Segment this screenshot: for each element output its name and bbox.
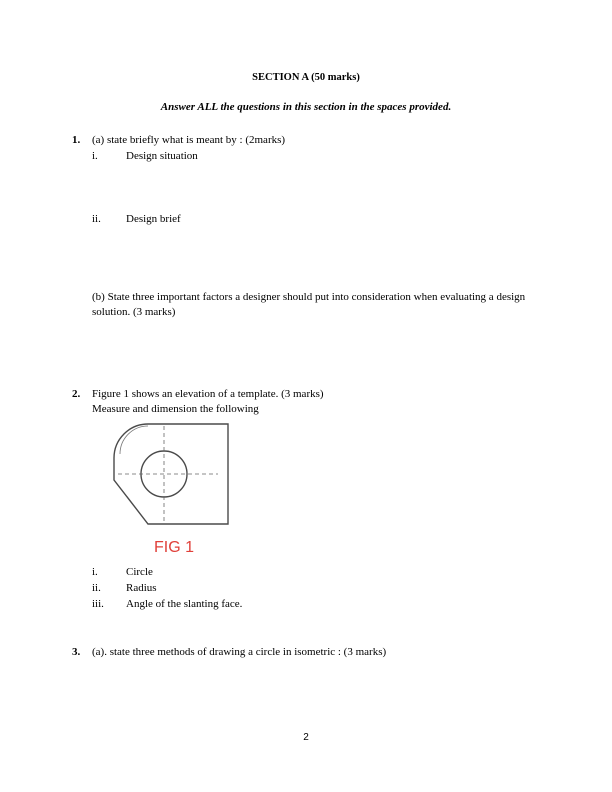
- question-2-line-1: Figure 1 shows an elevation of a template. (3 marks): [92, 388, 324, 400]
- page-number: 2: [303, 732, 309, 743]
- figure-label: FIG 1: [153, 539, 195, 556]
- question-2-item-i-text: Circle: [126, 566, 153, 578]
- section-title: SECTION A (50 marks): [252, 72, 360, 83]
- figure-1-template-drawing: [108, 418, 240, 560]
- question-1-item-ii-text: Design brief: [126, 213, 181, 225]
- question-1-item-i-text: Design situation: [126, 150, 198, 162]
- question-2-item-ii-text: Radius: [126, 582, 157, 594]
- question-3-part-a: (a). state three methods of drawing a circle in isometric : (3 marks): [92, 646, 387, 658]
- question-1-item-ii-roman: ii.: [92, 213, 101, 225]
- question-1-number: 1.: [72, 134, 81, 146]
- question-3-number: 3.: [72, 646, 81, 658]
- question-1-part-b: (b) State three important factors a designer should put into consideration when evaluating a design solution. (3 marks): [92, 291, 526, 318]
- question-2-item-iii-text: Angle of the slanting face.: [126, 598, 243, 610]
- template-inner-line: [120, 426, 148, 454]
- section-instruction: Answer ALL the questions in this section in the spaces provided.: [160, 101, 452, 113]
- question-2-line-2: Measure and dimension the following: [92, 403, 259, 415]
- question-2-item-i-roman: i.: [92, 566, 98, 578]
- question-2-item-ii-roman: ii.: [92, 582, 101, 594]
- question-2-number: 2.: [72, 388, 81, 400]
- question-2-item-iii-roman: iii.: [92, 598, 104, 610]
- template-elevation-svg: [108, 418, 240, 560]
- question-1-item-i-roman: i.: [92, 150, 98, 162]
- question-1-part-a: (a) state briefly what is meant by : (2marks): [92, 134, 286, 146]
